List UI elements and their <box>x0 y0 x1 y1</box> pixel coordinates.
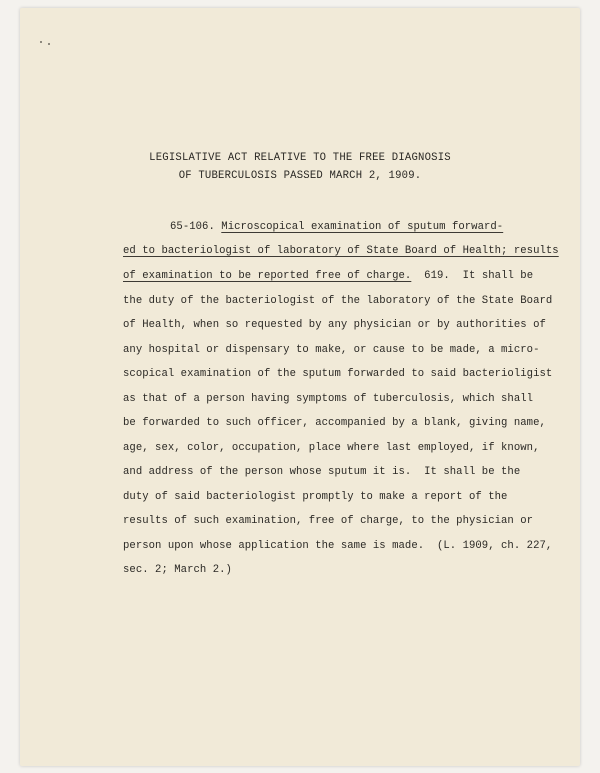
section-heading-text-3: of examination to be reported free of charge. <box>123 270 412 282</box>
body-line: of Health, when so requested by any physician or by authorities of <box>123 319 546 331</box>
body-line: be forwarded to such officer, accompanied by a blank, giving name, <box>123 417 546 429</box>
body-first-words: It shall be <box>462 270 534 282</box>
body-line: scopical examination of the sputum forwarded to said bacterioligist <box>123 368 553 380</box>
section-heading-line-3 <box>123 270 533 282</box>
body-line: duty of said bacteriologist promptly to make a report of the <box>123 491 508 503</box>
section-heading-text-1: Microscopical examination of sputum forward- <box>221 221 504 233</box>
ink-speck <box>40 41 42 43</box>
body-line: results of such examination, free of charge, to the physician or <box>123 515 534 527</box>
title-line-2: OF TUBERCULOSIS PASSED MARCH 2, 1909. <box>178 170 422 182</box>
body-line: the duty of the bacteriologist of the laboratory of the State Board <box>123 295 553 307</box>
body-line: any hospital or dispensary to make, or cause to be made, a micro- <box>123 344 540 356</box>
body-line: and address of the person whose sputum it is. It shall be the <box>123 466 521 478</box>
section-number: 65-106. <box>170 221 215 233</box>
section-heading-line-2: ed to bacteriologist of laboratory of State Board of Health; results <box>123 245 559 257</box>
body-line: age, sex, color, occupation, place where last employed, if known, <box>123 442 540 454</box>
title-line-1: LEGISLATIVE ACT RELATIVE TO THE FREE DIAGNOSIS <box>149 152 451 164</box>
document-page <box>20 8 580 766</box>
section-reference: 619. <box>424 270 450 282</box>
body-line: sec. 2; March 2.) <box>123 564 232 576</box>
ink-speck <box>48 43 50 45</box>
body-line: as that of a person having symptoms of tuberculosis, which shall <box>123 393 534 405</box>
section-heading-line-1 <box>170 221 503 233</box>
body-line: person upon whose application the same is made. (L. 1909, ch. 227, <box>123 540 553 552</box>
